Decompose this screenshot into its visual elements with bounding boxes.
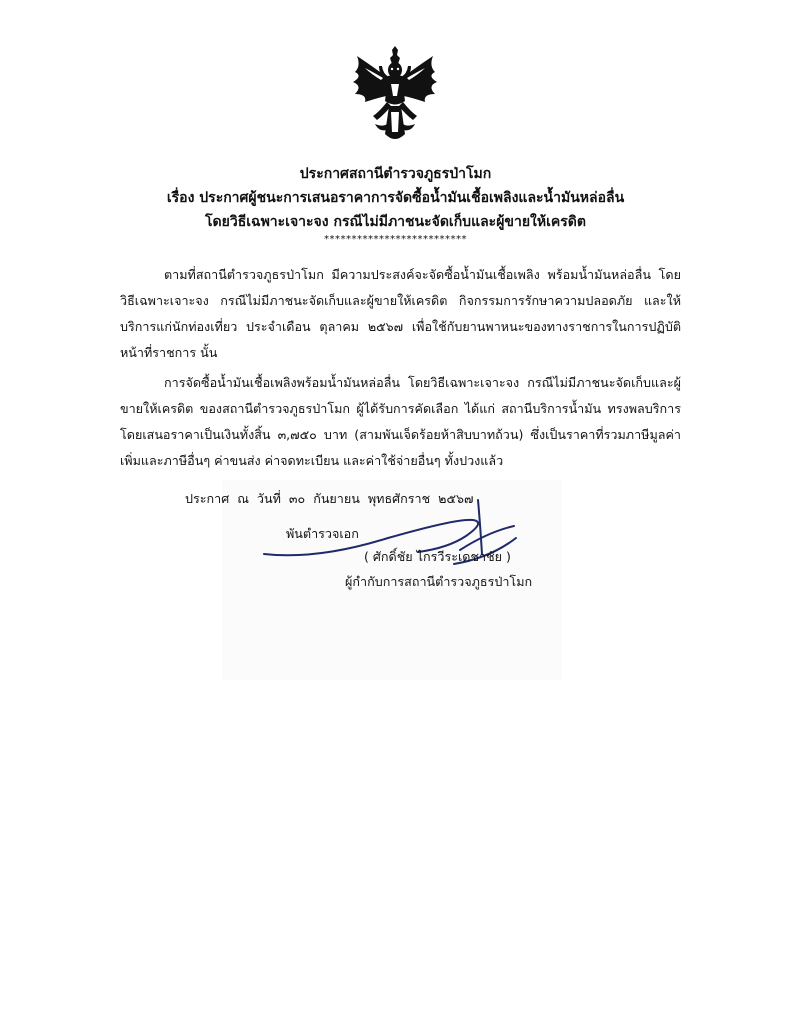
header-separator: ************************** xyxy=(324,234,467,245)
garuda-emblem xyxy=(345,46,445,146)
announcement-header xyxy=(100,162,691,246)
signatory-position: ผู้กำกับการสถานีตำรวจภูธรป่าโมก xyxy=(345,574,533,589)
paragraph-winner: การจัดซื้อน้ำมันเชื้อเพลิงพร้อมน้ำมันหล่อลื่น โดยวิธีเฉพาะเจาะจง กรณีไม่มีภาชนะจัดเก็บและผู้ขายให้เครดิต ของสถานีตำรวจภูธรป่าโมก ผู้ได้รับการคัดเลือก ได้แก่ สถานีบริการน้ำมัน ทรงพลบริการ โดยเสนอราคาเป็นเงินทั้งสิ้น ๓,๗๕๐ บาท (สามพันเจ็ดร้อยห้าสิบบาทถ้วน) ซึ่งเป็นราคาที่รวมภาษีมูลค่าเพิ่มและภาษีอื่นๆ ค่าขนส่ง ค่าจดทะเบียน และค่าใช้จ่ายอื่นๆ ทั้งปวงแล้ว xyxy=(120,375,681,468)
announcement-subject: เรื่อง ประกาศผู้ชนะการเสนอราคาการจัดซื้อน้ำมันเชื้อเพลิงและน้ำมันหล่อลื่น xyxy=(166,190,625,206)
paragraph-background: ตามที่สถานีตำรวจภูธรป่าโมก มีความประสงค์จะจัดซื้อน้ำมันเชื้อเพลิง พร้อมน้ำมันหล่อลื่น โดยวิธีเฉพาะเจาะจง กรณีไม่มีภาชนะจัดเก็บและผู้ขายให้เครดิต กิจกรรมการรักษาความปลอดภัย และให้บริการแก่นักท่องเที่ยว ประจำเดือน ตุลาคม ๒๕๖๗ เพื่อใช้กับยานพาหนะของทางราชการในการปฏิบัติหน้าที่ราชการ นั้น xyxy=(120,267,681,360)
procurement-method: โดยวิธีเฉพาะเจาะจง กรณีไม่มีภาชนะจัดเก็บและผู้ขายให้เครดิต xyxy=(205,214,586,230)
announcement-title: ประกาศสถานีตำรวจภูธรป่าโมก xyxy=(299,166,492,182)
announcement-date: ประกาศ ณ วันที่ ๓๐ กันยายน พุทธศักราช ๒๕๖๗ xyxy=(185,491,474,506)
signatory-name: ( ศักดิ์ชัย ไกรวีระเดชาชัย ) xyxy=(364,549,511,564)
signatory-rank: พันตำรวจเอก xyxy=(286,526,359,541)
announcement-body xyxy=(120,262,681,478)
